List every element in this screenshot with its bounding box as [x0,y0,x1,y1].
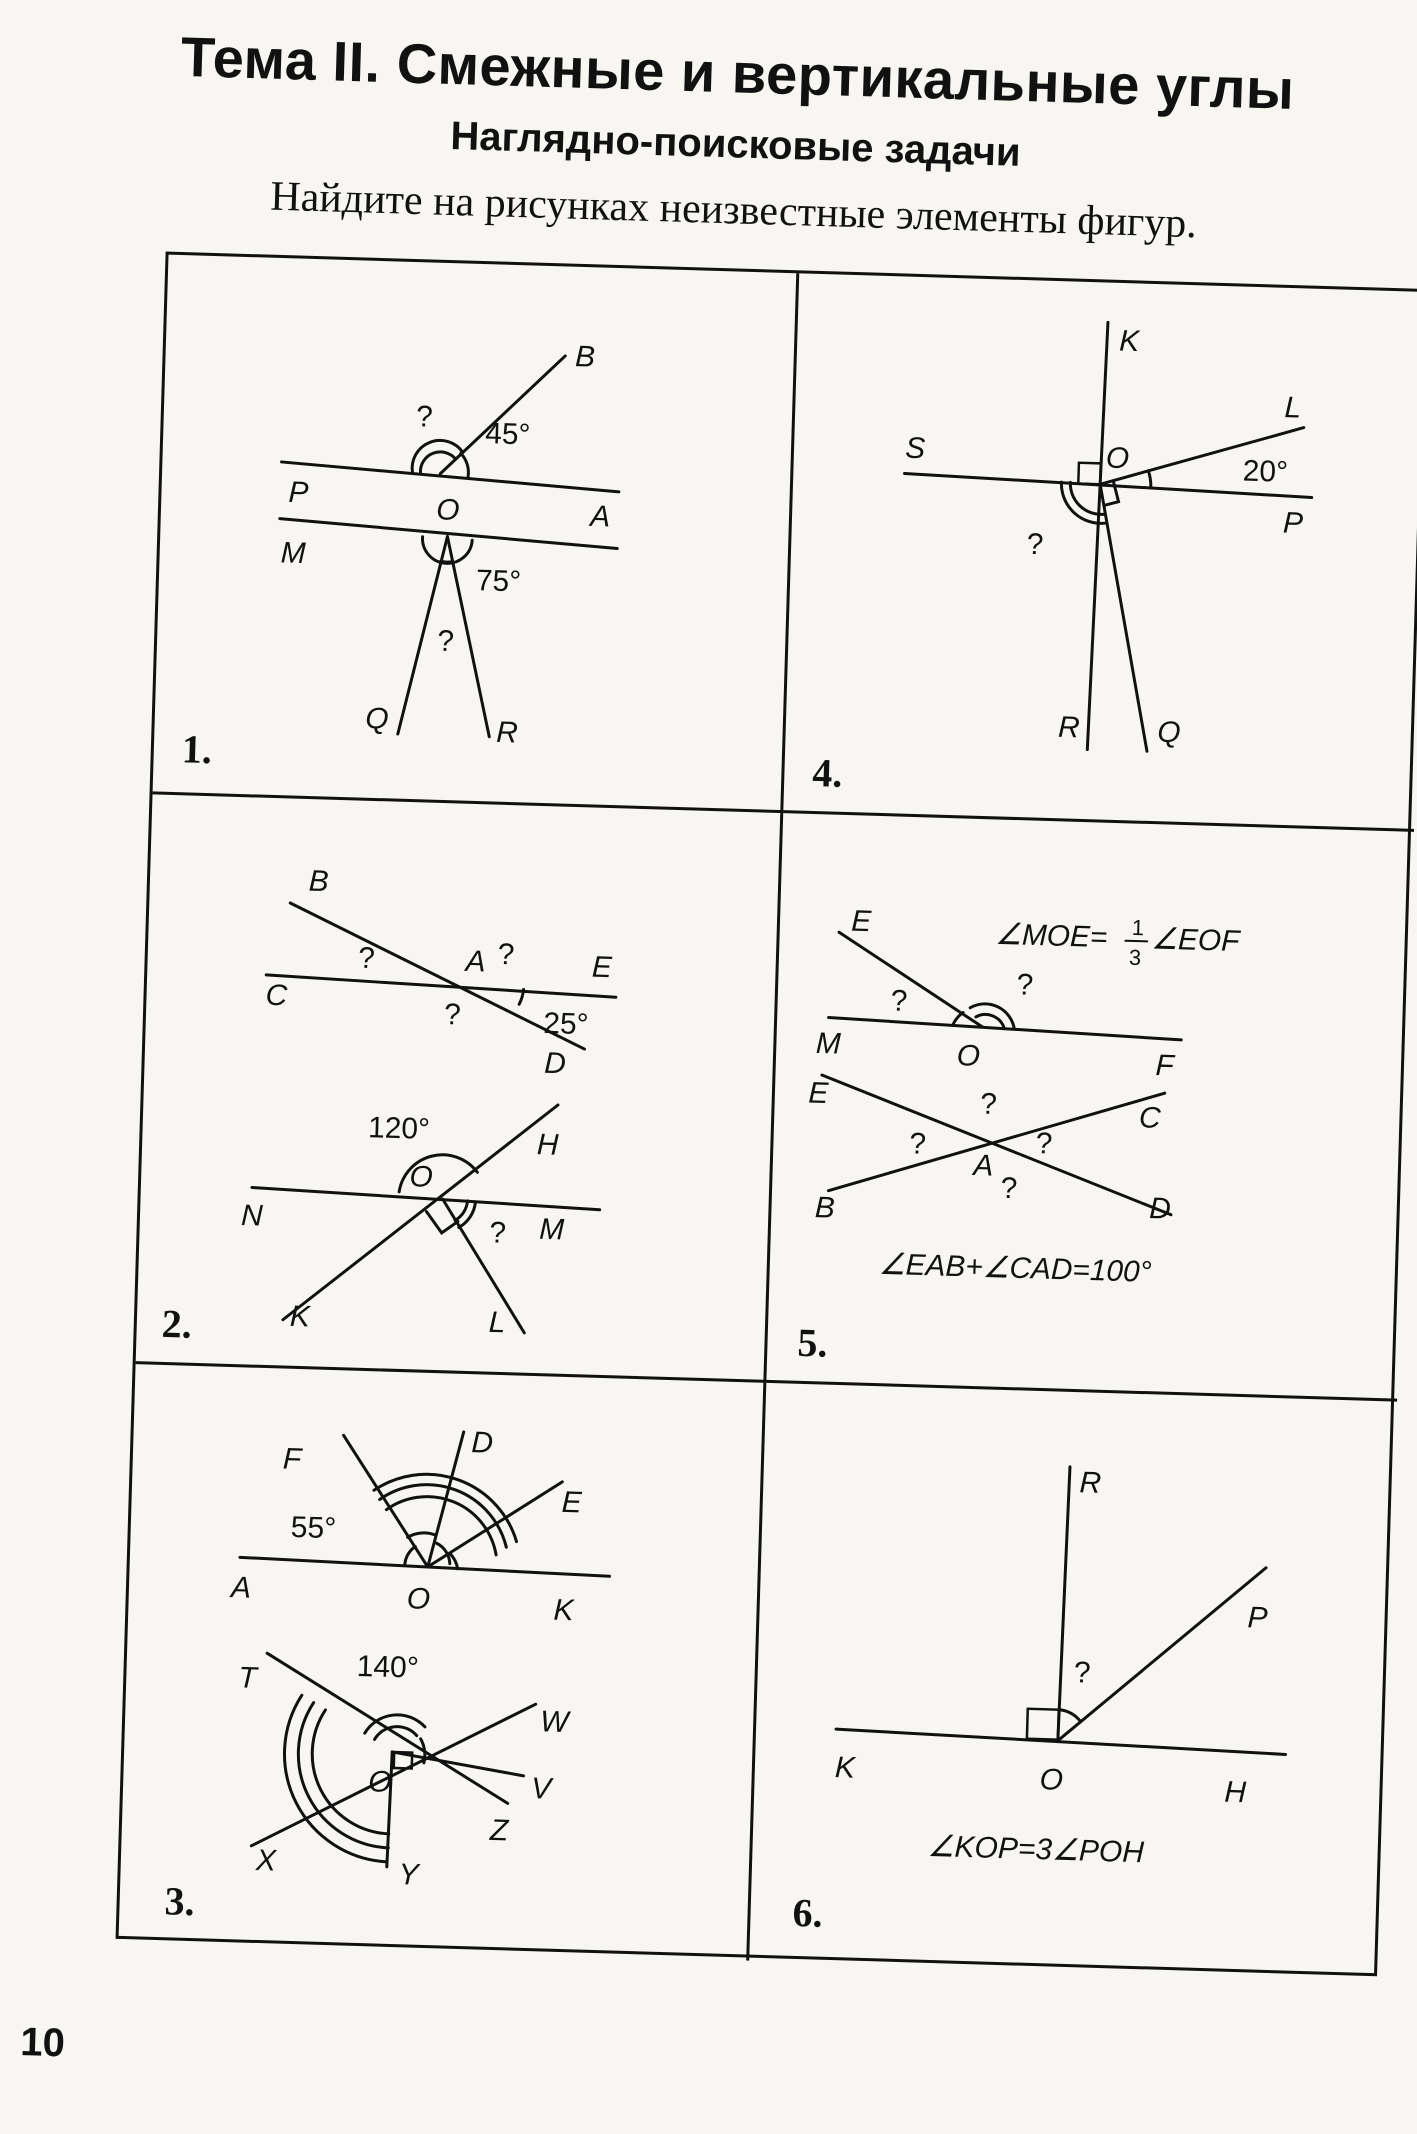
figure-4-cell [783,273,1417,831]
figure-1-number: 1. [181,726,213,773]
label-o: O [1039,1763,1064,1797]
figure-3-diagram [118,1364,760,1960]
arc-fok-2 [378,1483,508,1547]
arc-20 [1148,471,1151,487]
instruction-text: Найдите на рисунках неизвестные элементы фигур. [269,173,1198,248]
unknown-angle-4: ? [488,1216,507,1250]
condition-left: ∠MOE= [994,917,1108,955]
ray-ol [439,1199,528,1333]
figure-4-number: 4. [811,749,844,796]
label-k: K [834,1751,856,1785]
unknown-bad: ? [1000,1171,1018,1206]
angle-25: 25° [542,1006,590,1042]
label-d: D [470,1426,494,1460]
figure-4-diagram [783,273,1417,828]
page-title: Тема II. Смежные и вертикальные углы [180,24,1296,121]
condition-kop: ∠KOP=3∠POH [927,1829,1145,1870]
unknown-eab: ? [908,1127,927,1161]
label-d: D [543,1046,567,1081]
condition-num: 1 [1131,914,1145,941]
label-b: B [814,1191,836,1225]
unknown-angle: ? [1073,1656,1092,1690]
line-kr [1087,322,1108,750]
unknown-angle-1: ? [357,941,376,976]
angle-140: 140° [356,1649,420,1685]
unknown-eac: ? [979,1087,998,1122]
page-number: 10 [19,2020,66,2066]
figure-1-diagram [153,255,794,810]
label-o2: O [409,1160,434,1194]
label-w: W [539,1705,569,1740]
label-b: B [574,340,596,374]
fraction-bar [1125,941,1147,942]
label-e: E [850,904,872,939]
label-e: E [561,1485,583,1520]
label-o: O [956,1039,981,1073]
label-o: O [406,1582,431,1616]
unknown-angle-b: ? [436,624,455,659]
figure-6-diagram [749,1383,1391,1979]
section-subtitle: Наглядно-поисковые задачи [449,113,1022,175]
arc-fod [408,1532,436,1538]
label-o2: O [367,1765,393,1799]
arc-55 [405,1546,416,1565]
unknown-angle-2: ? [497,937,515,972]
figure-2-cell [136,794,784,1382]
unknown-eof: ? [1016,968,1034,1002]
condition-right: ∠EOF [1150,922,1240,959]
condition-sum: ∠EAB+∠CAD=100° [878,1247,1153,1289]
right-angle-kor [1027,1709,1059,1740]
label-q: Q [364,702,390,736]
label-r: R [1079,1466,1102,1500]
label-c: C [265,978,288,1013]
label-v: V [530,1772,552,1806]
label-k: K [289,1299,311,1334]
label-a: A [589,499,611,534]
label-m: M [538,1212,565,1247]
label-p: P [288,475,309,510]
ray-op [1058,1562,1269,1747]
label-o: O [435,493,460,527]
unknown-moe: ? [890,984,908,1018]
label-e: E [591,950,613,985]
label-p: P [1247,1601,1269,1635]
label-e2: E [807,1076,829,1111]
ray-of [340,1435,432,1567]
label-d: D [1148,1192,1172,1226]
label-h: H [1223,1775,1247,1810]
label-o: O [1105,441,1130,476]
label-x: X [255,1843,277,1878]
label-p: P [1282,506,1304,541]
figure-1-cell [153,255,800,813]
figure-grid [116,252,1417,1977]
angle-55: 55° [290,1510,337,1546]
label-b: B [308,864,330,899]
right-angle-kos [1078,463,1100,485]
figure-3-number: 3. [164,1878,196,1925]
label-l: L [1284,391,1302,425]
label-r: R [495,715,519,750]
line-pa [281,462,620,492]
line-kh [836,1729,1286,1754]
figure-5-number: 5. [796,1319,829,1366]
label-f: F [1155,1048,1175,1083]
figure-3-cell [118,1364,766,1960]
label-r: R [1057,710,1081,745]
arc-45 [460,453,469,476]
label-n: N [240,1198,264,1233]
label-a: A [230,1571,252,1605]
label-t: T [237,1661,258,1695]
label-h: H [536,1128,559,1162]
arc-unknown [455,1200,468,1220]
label-c: C [1138,1101,1162,1135]
label-q: Q [1156,715,1182,750]
unknown-angle: ? [1026,527,1044,562]
label-m: M [815,1026,842,1061]
label-z: Z [489,1813,509,1848]
ray-or [1058,1467,1070,1741]
arc-fok-3 [373,1473,519,1542]
arc-unknown-b [441,561,453,562]
ray-ob [440,352,565,477]
figure-2-number: 2. [161,1300,193,1347]
label-a: A [972,1149,994,1183]
label-y: Y [398,1858,420,1892]
figure-5-cell [766,813,1414,1401]
arc-unknown [1059,1710,1080,1722]
angle-45: 45° [484,417,531,452]
label-s: S [904,431,926,466]
angle-120: 120° [367,1111,431,1146]
unknown-angle-3: ? [443,997,462,1032]
angle-20: 20° [1242,454,1289,489]
figure-2-diagram [136,794,778,1379]
label-l: L [488,1305,506,1340]
label-a: A [465,944,487,979]
figure-5-diagram [766,813,1408,1398]
figure-6-cell [749,1383,1397,1979]
arc-moe [953,1012,963,1025]
figure-6-number: 6. [791,1889,824,1936]
label-k: K [1118,324,1140,359]
condition-den: 3 [1128,944,1142,971]
label-k: K [553,1593,574,1628]
label-m: M [280,536,307,571]
angle-75: 75° [475,564,522,599]
unknown-angle-a: ? [415,400,434,434]
label-f: F [282,1442,302,1477]
unknown-cad: ? [1035,1127,1053,1161]
